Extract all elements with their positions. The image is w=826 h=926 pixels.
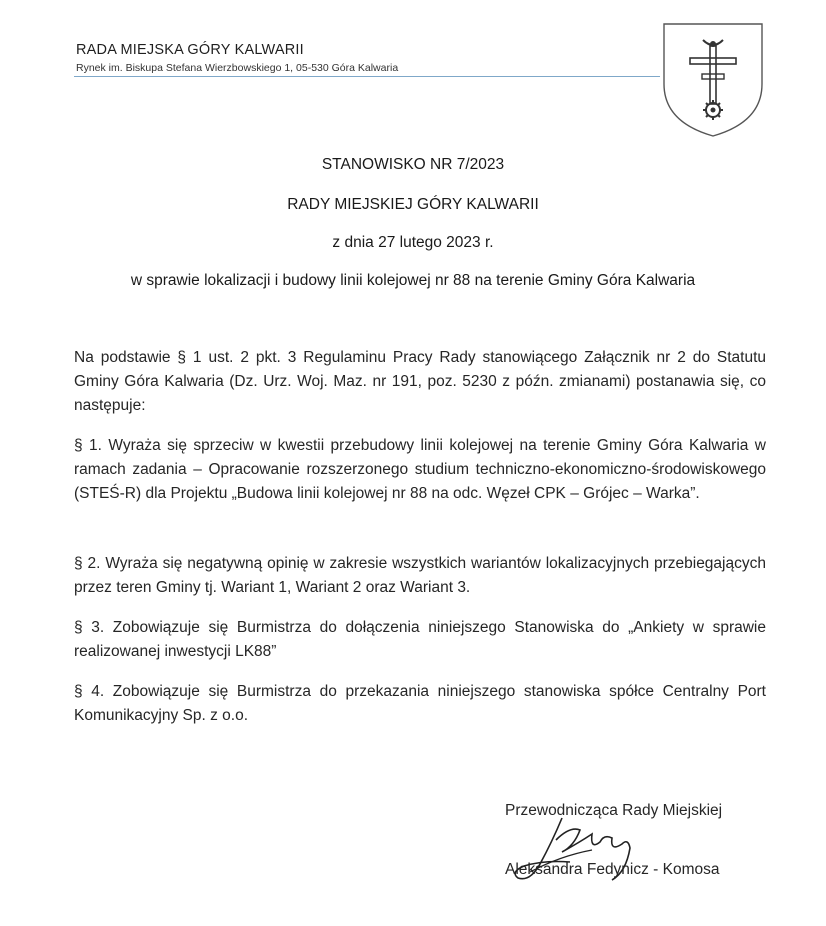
issuing-body: RADY MIEJSKIEJ GÓRY KALWARII <box>287 196 539 213</box>
org-name: RADA MIEJSKA GÓRY KALWARII <box>76 42 304 58</box>
section-4: § 4. Zobowiązuje się Burmistrza do przekazania niniejszego stanowiska spółce Centralny Port Komunikacyjny Sp. z o.o. <box>74 683 766 724</box>
org-address: Rynek im. Biskupa Stefana Wierzbowskiego 1, 05-530 Góra Kalwaria <box>76 62 399 74</box>
header-divider <box>74 76 660 77</box>
letterhead <box>76 42 398 74</box>
signatory-title: Przewodnicząca Rady Miejskiej <box>505 802 723 819</box>
handwritten-signature-icon <box>500 812 650 894</box>
section-1: § 1. Wyraża się sprzeciw w kwestii przebudowy linii kolejowej na terenie Gminy Góra Kalwaria w ramach zadania – Opracowanie rozszerzonego studium techniczno-ekonomiczno-środowiskowego (STEŚ-R) dla Projektu „Budowa linii kolejowej nr 88 na odc. Węzeł CPK – Grójec – Warka”. <box>74 437 766 502</box>
document-title: STANOWISKO NR 7/2023 <box>321 156 505 173</box>
section-2: § 2. Wyraża się negatywną opinię w zakresie wszystkich wariantów lokalizacyjnych przebiegających przez teren Gminy tj. Wariant 1, Wariant 2 oraz Wariant 3. <box>74 555 766 596</box>
section-3: § 3. Zobowiązuje się Burmistrza do dołączenia niniejszego Stanowiska do „Ankiety w sprawie realizowanej inwestycji LK88” <box>74 619 766 660</box>
intro-paragraph: Na podstawie § 1 ust. 2 pkt. 3 Regulaminu Pracy Rady stanowiącego Załącznik nr 2 do Statutu Gminy Góra Kalwaria (Dz. Urz. Woj. Maz. nr 191, poz. 5230 z późn. zmianami) postanawia się, co następuje: <box>74 349 766 414</box>
coat-of-arms-icon <box>662 22 764 138</box>
signatory-name: Aleksandra Fedynicz - Komosa <box>505 861 720 878</box>
document-subject: w sprawie lokalizacji i budowy linii kolejowej nr 88 na terenie Gminy Góra Kalwaria <box>130 272 696 289</box>
document-date: z dnia 27 lutego 2023 r. <box>332 234 494 251</box>
